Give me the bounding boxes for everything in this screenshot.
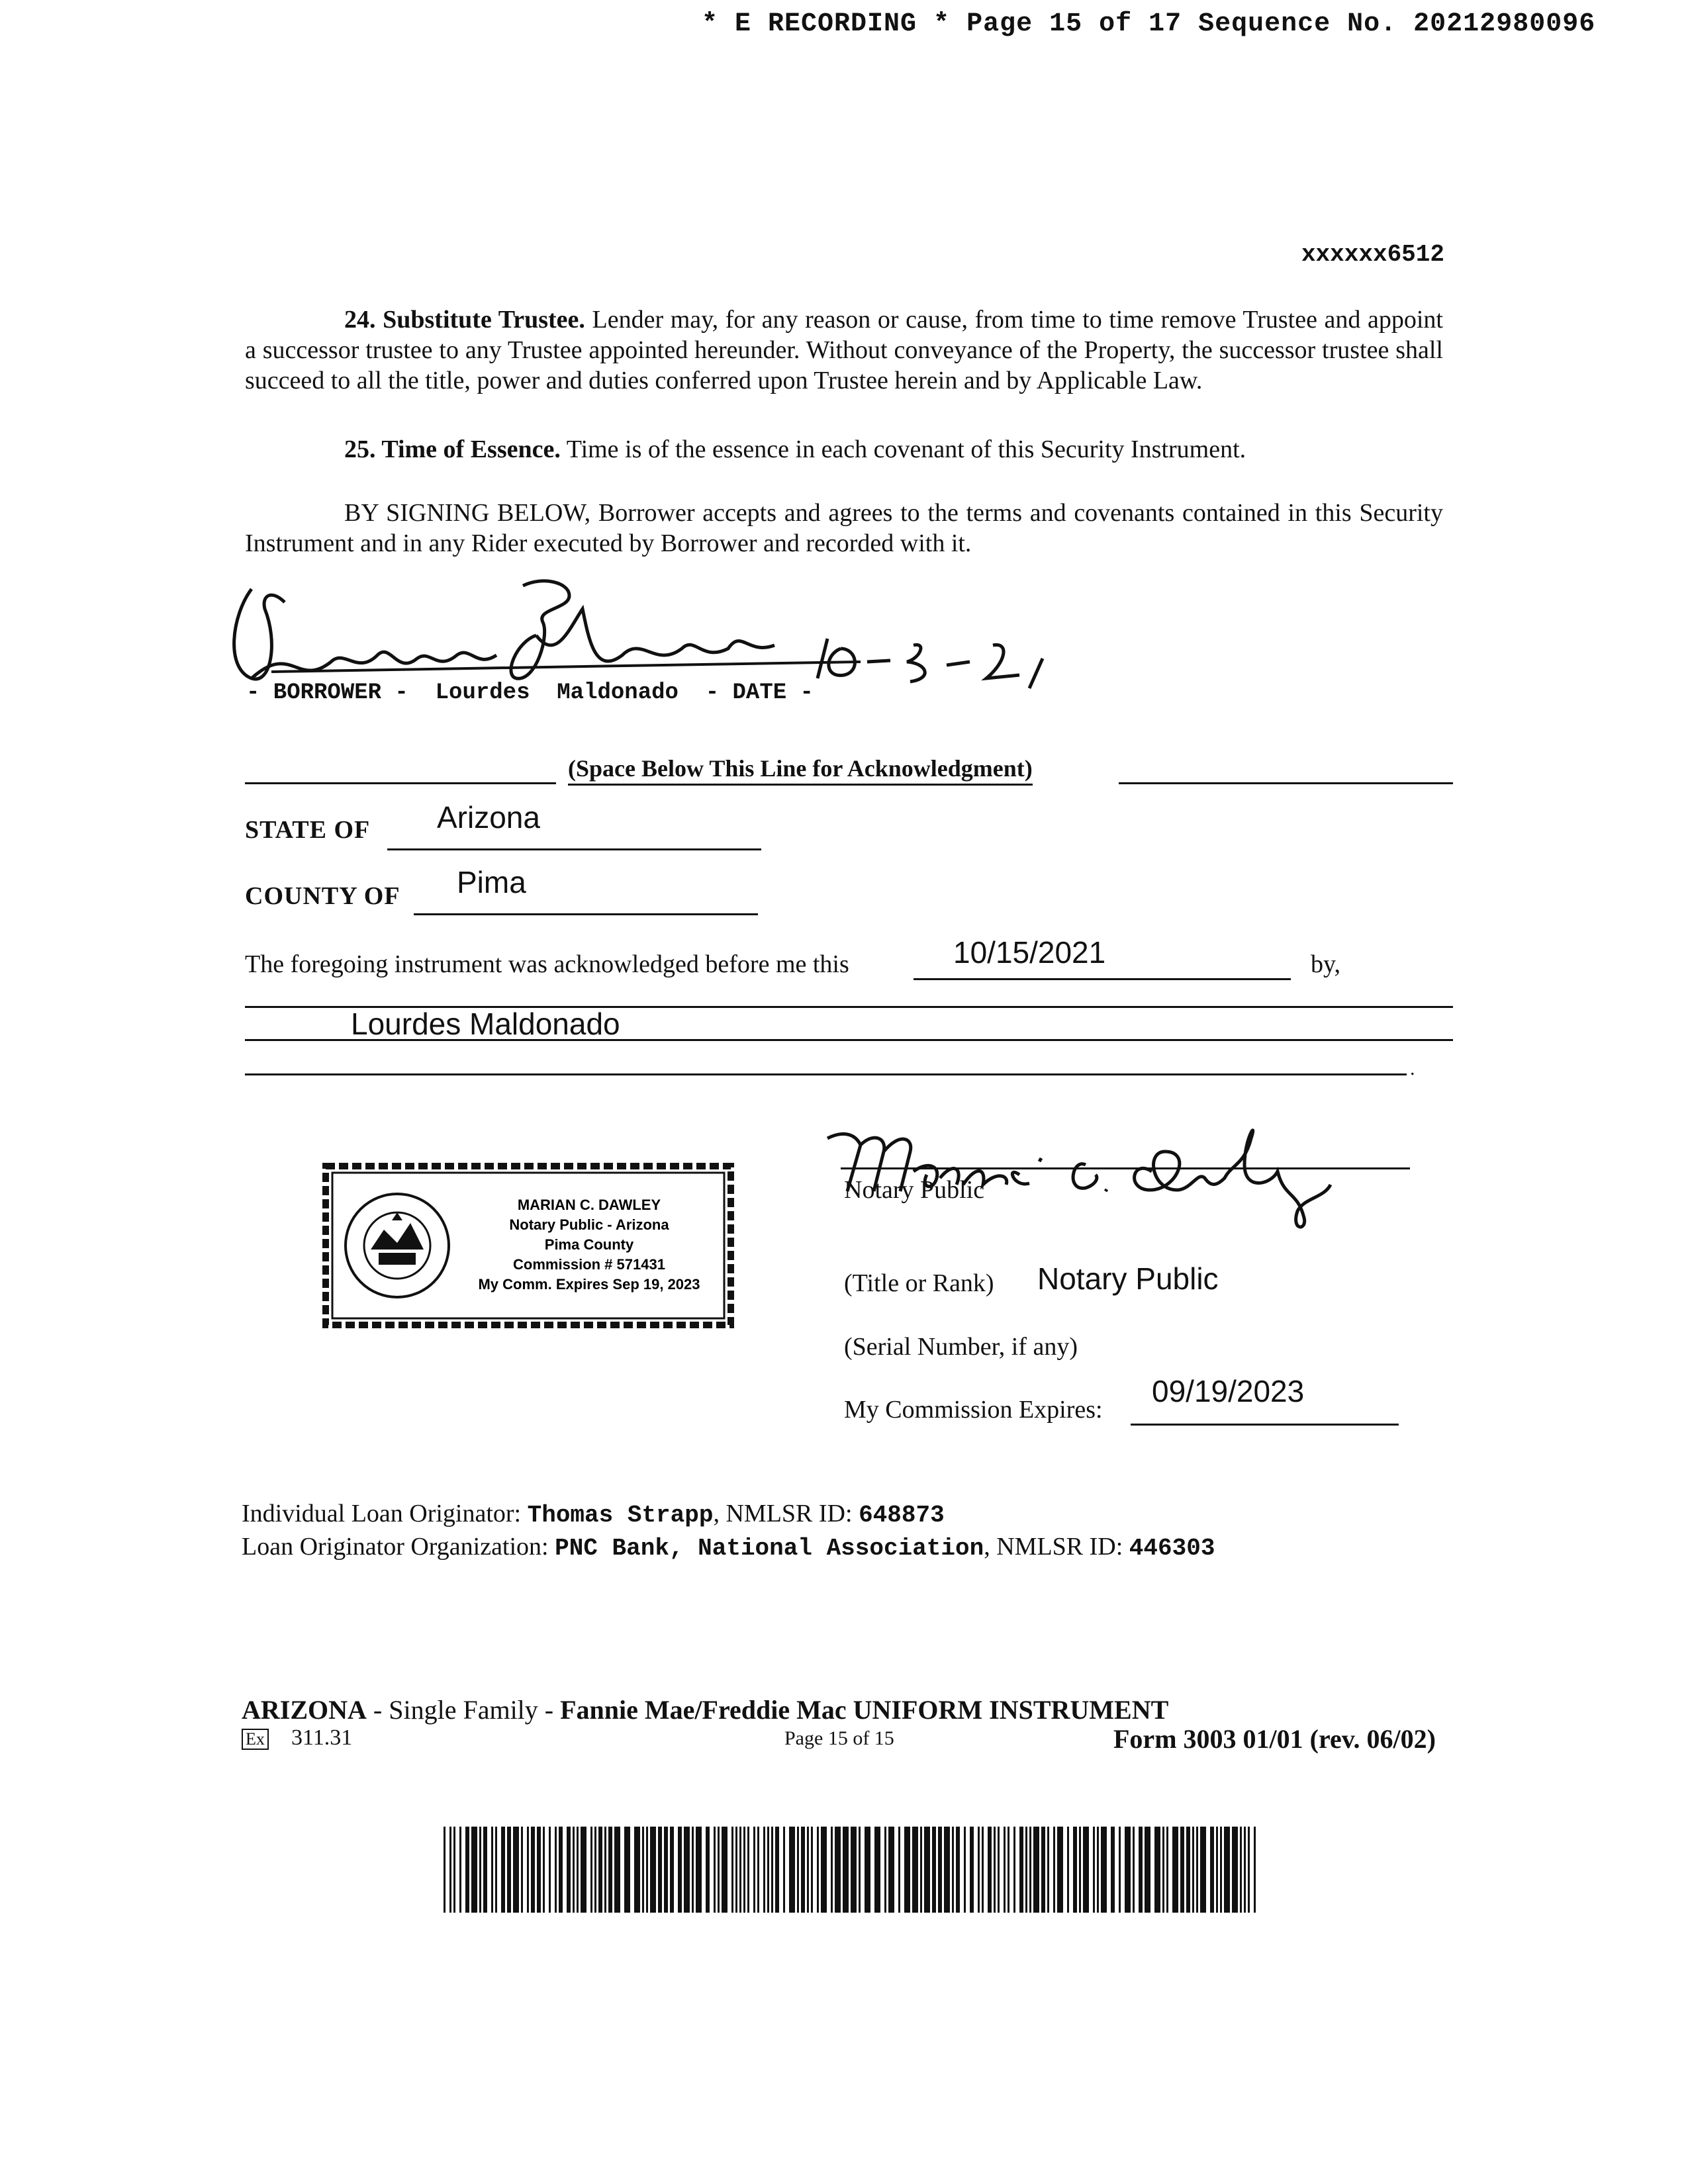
title-rank-value: Notary Public <box>1037 1261 1219 1296</box>
barcode-bar <box>753 1827 755 1913</box>
title-rank-label: (Title or Rank) <box>844 1269 994 1297</box>
footer-form-number: Form 3003 01/01 (rev. 06/02) <box>1113 1724 1436 1754</box>
barcode-bar <box>614 1827 620 1913</box>
stamp-name: MARIAN C. DAWLEY <box>517 1197 661 1213</box>
barcode-bar <box>1004 1827 1006 1913</box>
barcode-bar <box>859 1827 861 1913</box>
barcode-bar <box>920 1827 922 1913</box>
barcode-bar <box>507 1827 511 1913</box>
barcode-bar <box>1224 1827 1230 1913</box>
barcode-bar <box>884 1827 886 1913</box>
barcode-bar <box>1196 1827 1198 1913</box>
period-mark: . <box>1410 1058 1415 1079</box>
barcode-bar <box>924 1827 930 1913</box>
ack-divider-right <box>1119 782 1453 784</box>
barcode-bar <box>1133 1827 1135 1913</box>
barcode-bar <box>1244 1827 1246 1913</box>
commission-expires-value: 09/19/2023 <box>1152 1374 1305 1408</box>
section-24-title: 24. Substitute Trustee. <box>344 306 585 334</box>
barcode-bar <box>471 1827 477 1913</box>
acknowledgment-date: 10/15/2021 <box>953 935 1106 970</box>
barcode-bar <box>449 1827 451 1913</box>
barcode-bar <box>1047 1827 1049 1913</box>
barcode-bar <box>835 1827 841 1913</box>
barcode-bar <box>543 1827 545 1913</box>
barcode-bar <box>722 1827 727 1913</box>
barcode-bar <box>1111 1827 1115 1913</box>
barcode-bar <box>1139 1827 1143 1913</box>
barcode-bar <box>888 1827 894 1913</box>
barcode-bar <box>1057 1827 1063 1913</box>
barcode-bar <box>763 1827 765 1913</box>
barcode-bar <box>817 1827 819 1913</box>
individual-originator-name: Thomas Strapp <box>527 1502 714 1529</box>
barcode-bar <box>608 1827 612 1913</box>
barcode-bar <box>978 1827 980 1913</box>
barcode-bar <box>491 1827 493 1913</box>
barcode-bar <box>783 1827 785 1913</box>
barcode-bar <box>739 1827 741 1913</box>
barcode-bar <box>988 1827 992 1913</box>
county-label: COUNTY OF <box>245 882 400 910</box>
stamp-line-5: My Comm. Expires Sep 19, 2023 <box>478 1276 700 1293</box>
barcode-bar <box>964 1827 966 1913</box>
individual-nmlsr-id: 648873 <box>859 1502 945 1529</box>
barcode-bar <box>513 1827 519 1913</box>
state-seal-icon <box>346 1194 449 1297</box>
ellie-mae-icon: Ex <box>242 1729 269 1750</box>
barcode-bar <box>459 1827 461 1913</box>
barcode-bar <box>483 1827 487 1913</box>
barcode-bar <box>944 1827 950 1913</box>
serial-number-label: (Serial Number, if any) <box>844 1333 1078 1361</box>
section-24 <box>245 304 1443 396</box>
barcode-bar <box>771 1827 773 1913</box>
footer-separator: - Single Family - <box>366 1695 561 1725</box>
barcode-bar <box>664 1827 668 1913</box>
footer-code: 311.31 <box>291 1725 353 1750</box>
recording-header: * E RECORDING * Page 15 of 17 Sequence No. 20212980096 <box>702 9 1596 39</box>
barcode-bar <box>1200 1827 1206 1913</box>
barcode-bar <box>581 1827 586 1913</box>
footer-instrument: Fannie Mae/Freddie Mac UNIFORM INSTRUMENT <box>560 1695 1169 1725</box>
barcode-bar <box>634 1827 640 1913</box>
barcode-bar <box>567 1827 571 1913</box>
barcode-bar <box>594 1827 596 1913</box>
signing-statement-text: BY SIGNING BELOW, Borrower accepts and agrees to the terms and covenants contained in this Security Instrument and in any Rider executed by Borrower and recorded with it. <box>245 499 1443 557</box>
barcode-bar <box>767 1827 769 1913</box>
barcode-bar <box>549 1827 551 1913</box>
barcode-bar <box>1097 1827 1099 1913</box>
barcode-bar <box>1079 1827 1081 1913</box>
barcode-bar <box>1210 1827 1214 1913</box>
acknowledged-name: Lourdes Maldonado <box>351 1007 620 1041</box>
individual-originator <box>242 1499 945 1529</box>
barcode-bar <box>1220 1827 1222 1913</box>
barcode-bar <box>1119 1827 1121 1913</box>
barcode-bar <box>1093 1827 1095 1913</box>
organization-originator <box>242 1532 1215 1562</box>
barcode-bar <box>747 1827 749 1913</box>
foregoing-text: The foregoing instrument was acknowledged before me this <box>245 950 849 978</box>
barcode-bar <box>692 1827 694 1913</box>
barcode-bar <box>706 1827 710 1913</box>
barcode-bar <box>590 1827 592 1913</box>
barcode-bar <box>1073 1827 1077 1913</box>
barcode-bar <box>1172 1827 1178 1913</box>
barcode-bar <box>684 1827 690 1913</box>
barcode-bar <box>843 1827 849 1913</box>
barcode-bar <box>1019 1827 1023 1913</box>
name-line <box>245 1039 1453 1041</box>
barcode-bar <box>479 1827 481 1913</box>
barcode-bar <box>714 1827 716 1913</box>
barcode-bar <box>527 1827 529 1913</box>
name-line <box>245 1073 1407 1075</box>
barcode-bar <box>521 1827 523 1913</box>
barcode-bar <box>624 1827 630 1913</box>
barcode-bar <box>465 1827 469 1913</box>
barcode-bar <box>1029 1827 1031 1913</box>
barcode-bar <box>1162 1827 1164 1913</box>
signing-statement <box>245 498 1443 559</box>
notary-signature <box>821 1099 1417 1231</box>
stamp-line-2: Notary Public - Arizona <box>509 1216 669 1233</box>
barcode-bar <box>735 1827 737 1913</box>
barcode-bar <box>912 1827 918 1913</box>
section-25 <box>245 434 1443 465</box>
barcode-bar <box>874 1827 880 1913</box>
barcode-bar <box>1254 1827 1256 1913</box>
barcode-bar <box>1053 1827 1055 1913</box>
footer-state: ARIZONA <box>242 1695 367 1725</box>
individual-originator-label: Individual Loan Originator: <box>242 1500 522 1527</box>
individual-nmlsr-label: , NMLSR ID: <box>713 1500 853 1527</box>
barcode-bar <box>1166 1827 1168 1913</box>
barcode-bar <box>1240 1827 1242 1913</box>
barcode-bar <box>642 1827 644 1913</box>
barcode-bar <box>994 1827 996 1913</box>
section-25-body: Time is of the essence in each covenant of this Security Instrument. <box>566 435 1246 463</box>
barcode-bar <box>531 1827 535 1913</box>
barcode-bar <box>952 1827 954 1913</box>
barcode-bar <box>898 1827 900 1913</box>
barcode-bar <box>559 1827 563 1913</box>
barcode-bar <box>678 1827 682 1913</box>
barcode-bar <box>1041 1827 1045 1913</box>
barcode-bar <box>1101 1827 1107 1913</box>
barcode-bar <box>604 1827 606 1913</box>
barcode-bar <box>577 1827 579 1913</box>
barcode-bar <box>865 1827 870 1913</box>
stamp-line-4: Commission # 571431 <box>513 1256 665 1273</box>
barcode-bar <box>998 1827 1000 1913</box>
barcode-bar <box>501 1827 505 1913</box>
loan-number: xxxxxx6512 <box>1301 241 1444 268</box>
barcode-bar <box>1145 1827 1150 1913</box>
barcode-bar <box>1008 1827 1009 1913</box>
barcode-bar <box>1025 1827 1027 1913</box>
stamp-line-3: Pima County <box>544 1236 634 1253</box>
barcode-bar <box>1192 1827 1194 1913</box>
state-value: Arizona <box>437 800 540 835</box>
barcode-bar <box>982 1827 984 1913</box>
notary-stamp <box>318 1157 741 1337</box>
notary-signature-line <box>841 1167 1410 1169</box>
section-24-body: Lender may, for any reason or cause, from time to time remove Trustee and appoint a successor trustee to any Trustee appointed hereunder. Without conveyance of the Property, the successor trustee shall succeed to all the title, power and duties conferred upon Trustee herein and by Applicable Law. <box>245 306 1443 394</box>
barcode-bar <box>904 1827 910 1913</box>
barcode-bar <box>537 1827 541 1913</box>
notary-public-label: Notary Public <box>844 1176 985 1204</box>
barcode-bar <box>444 1827 445 1913</box>
barcode-bar <box>555 1827 557 1913</box>
organization-originator-name: PNC Bank, National Association <box>555 1535 984 1562</box>
barcode-bar <box>718 1827 720 1913</box>
barcode-bar <box>970 1827 974 1913</box>
barcode-bar <box>1248 1827 1250 1913</box>
barcode-bar <box>789 1827 795 1913</box>
barcode-bar <box>807 1827 809 1913</box>
county-value: Pima <box>457 865 526 899</box>
barcode-bar <box>851 1827 857 1913</box>
state-label: STATE OF <box>245 816 371 844</box>
borrower-caption: - BORROWER - Lourdes Maldonado - DATE - <box>246 680 814 705</box>
barcode-bar <box>938 1827 942 1913</box>
organization-nmlsr-label: , NMLSR ID: <box>984 1533 1123 1561</box>
barcode-bar <box>932 1827 936 1913</box>
organization-originator-label: Loan Originator Organization: <box>242 1533 549 1561</box>
barcode-bar <box>1154 1827 1160 1913</box>
barcode-bar <box>495 1827 497 1913</box>
barcode-bar <box>1125 1827 1131 1913</box>
barcode-bar <box>650 1827 656 1913</box>
barcode-bar <box>1067 1827 1069 1913</box>
barcode-bar <box>1216 1827 1218 1913</box>
barcode-bar <box>1180 1827 1184 1913</box>
footer-title <box>242 1694 1168 1725</box>
barcode-bar <box>831 1827 833 1913</box>
barcode-bar <box>1013 1827 1015 1913</box>
barcode-bar <box>658 1827 662 1913</box>
barcode-bar <box>811 1827 813 1913</box>
barcode-bar <box>598 1827 602 1913</box>
barcode-bar <box>670 1827 674 1913</box>
barcode-bar <box>1083 1827 1089 1913</box>
barcode-bar <box>1186 1827 1190 1913</box>
barcode-bar <box>453 1827 455 1913</box>
barcode-bar <box>696 1827 702 1913</box>
barcode-bar <box>801 1827 805 1913</box>
section-25-title: 25. Time of Essence. <box>344 435 561 463</box>
barcode-bar <box>1232 1827 1238 1913</box>
ack-divider-left <box>245 782 556 784</box>
barcode-bar <box>757 1827 759 1913</box>
barcode-bar <box>646 1827 648 1913</box>
barcode-bar <box>821 1827 827 1913</box>
commission-expires-label: My Commission Expires: <box>844 1396 1103 1424</box>
barcode <box>444 1827 1258 1913</box>
barcode-bar <box>775 1827 779 1913</box>
barcode-bar <box>743 1827 745 1913</box>
footer-page-number: Page 15 of 15 <box>784 1727 894 1749</box>
barcode-bar <box>956 1827 960 1913</box>
acknowledgment-heading: (Space Below This Line for Acknowledgment) <box>568 754 1033 786</box>
barcode-bar <box>797 1827 799 1913</box>
by-text: by, <box>1311 950 1341 978</box>
barcode-bar <box>573 1827 575 1913</box>
barcode-bar <box>1033 1827 1039 1913</box>
borrower-signature <box>225 563 1139 695</box>
barcode-bar <box>731 1827 733 1913</box>
organization-nmlsr-id: 446303 <box>1129 1535 1215 1562</box>
